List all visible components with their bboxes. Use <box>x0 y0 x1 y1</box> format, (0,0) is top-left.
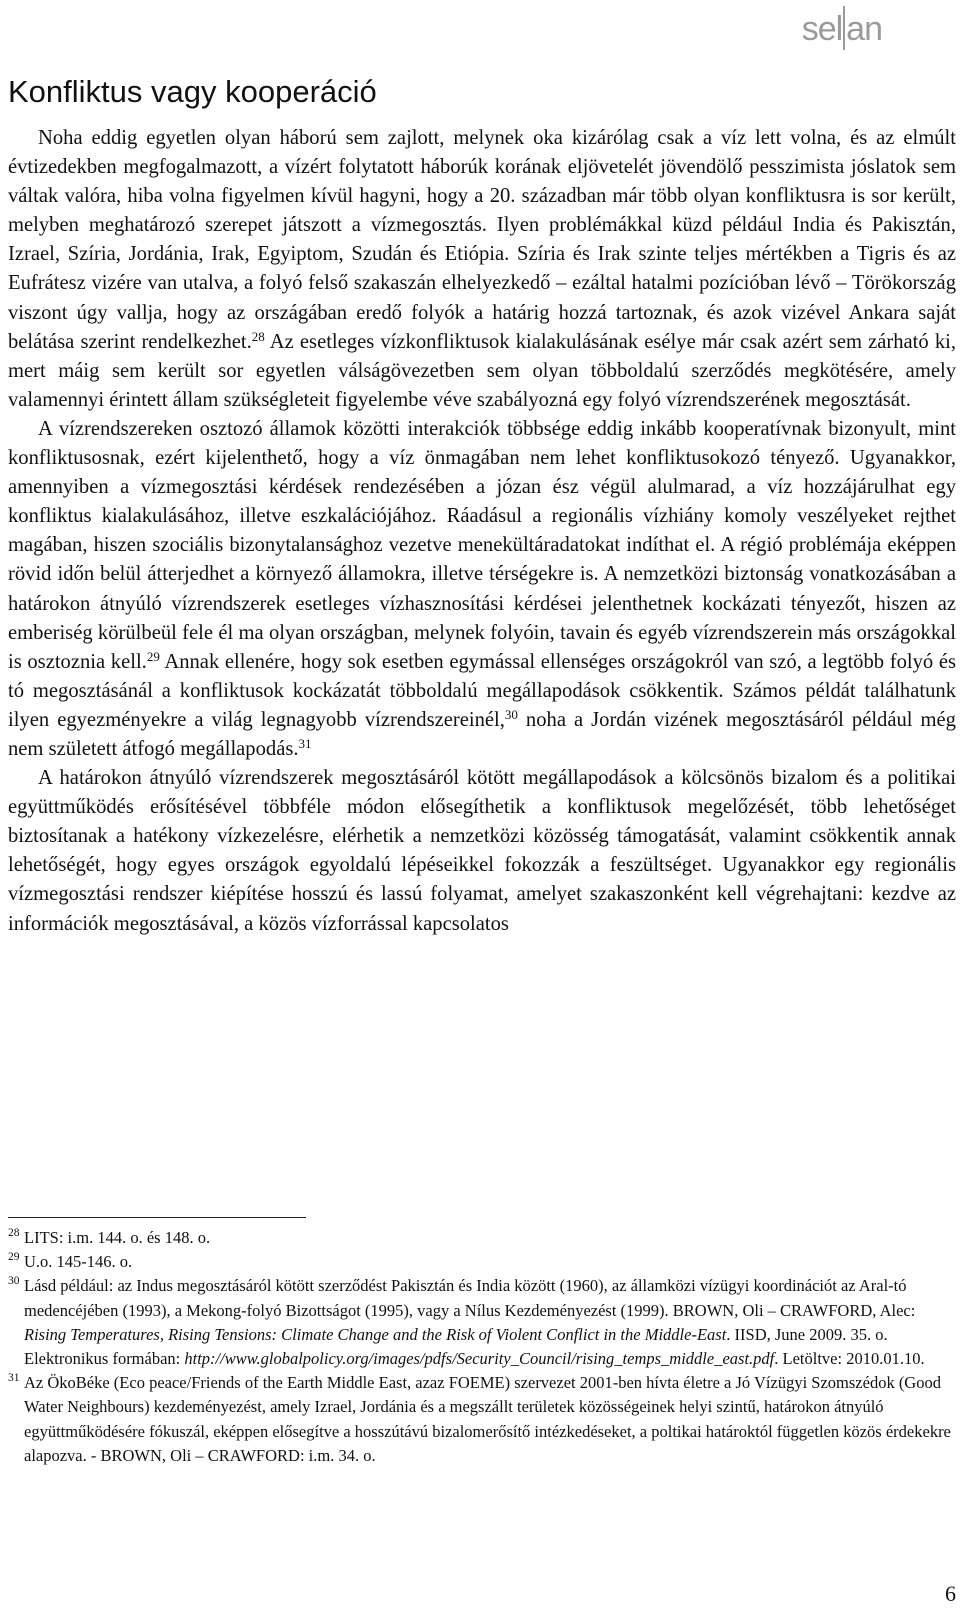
footnote-30 <box>8 1274 956 1371</box>
paragraph-1-part-b: Az esetleges vízkonfliktusok kialakulásának esélye már csak azért sem zárható ki, mert máig sem került sor egyetlen válságövezetben sem olyan többoldalú szerződés megkötésére, amely valamennyi érintett állam szükségleteit figyelembe véve szabályozná egy folyó vízrendszerének megosztását. <box>8 330 956 411</box>
paragraph-3 <box>8 764 956 939</box>
paragraph-2-part-a: A vízrendszereken osztozó államok közötti interakciók többsége eddig inkább kooperatívnak bizonyult, mint konfliktusosnak, ezért kijelenthető, hogy a víz önmagában nem lehet konfliktusokozó tényező. Ugyanakkor, amennyiben a vízmegosztási kérdések rendezésében a józan ész végül alulmarad, a víz hozzájárulhat egy konfliktus kialakulásához, illetve eszkalációjához. Ráadásul a regionális vízhiány komoly veszélyeket rejthet magában, hiszen szociális bizonytalansághoz vezetve menekültáradatokat indíthat el. A régió problémája eképpen rövid időn belül átterjedhet a környező államokra, illetve térségekre is. A nemzetközi biztonság vonatkozásában a határokon átnyúló vízrendszerek esetleges vízhasznosítási kérdései jelenthetnek kockázati tényezőt, hiszen az emberiség körülbeül fele él ma olyan országban, melynek folyóin, tavain és egyéb vízrendszerein más országokkal is osztoznia kell. <box>8 417 956 673</box>
footnote-book-title: Rising Temperatures, Rising Tensions: Climate Change and the Risk of Violent Conflict in the Middle-East <box>24 1324 727 1344</box>
footnote-number: 31 <box>8 1372 20 1385</box>
footnote-28 <box>8 1226 956 1250</box>
page-number: 6 <box>945 1581 956 1606</box>
main-text <box>8 124 956 939</box>
footnote-number: 30 <box>8 1275 20 1288</box>
logo-text-1: sel <box>801 10 843 48</box>
footnote-number: 28 <box>8 1227 20 1239</box>
footnote-ref-28[interactable]: 28 <box>251 328 265 344</box>
paragraph-2-part-c: noha a Jordán vizének megosztásáról például még nem született átfogó megállapodás. <box>8 708 956 760</box>
footnote-text-c: . Letöltve: 2010.01.10. <box>774 1349 925 1369</box>
footnote-url-link[interactable]: http://www.globalpolicy.org/images/pdfs/Security_Council/rising_temps_middle_east.pdf <box>184 1349 775 1369</box>
footnote-ref-29[interactable]: 29 <box>146 648 160 664</box>
page-title: Konfliktus vagy kooperáció <box>8 74 377 109</box>
publisher-logo <box>802 6 882 50</box>
paragraph-1-part-a: Noha eddig egyetlen olyan háború sem zajlott, melynek oka kizárólag csak a víz lett volna, és az elmúlt évtizedekben megfogalmazott, a vízért folytatott háborúk korának eljövetelét jövendölő pesszimista jóslatok sem váltak valóra, hiba volna figyelmen kívül hagyni, hogy a 20. században már több olyan konfliktusra is sor került, melyben meghatározó szerepet játszott a vízmegosztás. Ilyen problémákkal küzd például India és Pakisztán, Izrael, Szíria, Jordánia, Irak, Egyiptom, Szudán és Etiópia. Szíria és Irak szinte teljes mértékben a Tigris és az Eufrátesz vizére van utalva, a folyó felső szakaszán elhelyezkedő – ezáltal hatalmi pozícióban lévő – Törökország viszont úgy vallja, hogy az országában eredő folyók a határig hozzá tartoznak, és azok vizével Ankara saját belátása szerint rendelkezhet. <box>8 127 956 353</box>
footnote-31 <box>8 1371 956 1468</box>
paragraph-1 <box>8 124 956 415</box>
footnote-ref-30[interactable]: 30 <box>504 706 518 722</box>
footnote-divider <box>8 1217 306 1218</box>
footnote-text-b: . IISD, June 2009. 35. o. Elektronikus formában: <box>24 1324 888 1369</box>
footnotes <box>8 1226 956 1468</box>
footnote-text-a: Lásd például: az Indus megosztásáról kötött szerződést Pakisztán és India között (1960), az államközi vízügyi koordinációt az Aral-tó medencéjében (1993), a Mekong-folyó Bizottságot (1995), vagy a Nílus Kezdeményezést (1999). BROWN, Oli – CRAWFORD, Alec: <box>24 1276 916 1320</box>
footnote-text: U.o. 145-146. o. <box>24 1252 133 1272</box>
footnote-ref-31[interactable]: 31 <box>298 735 312 751</box>
footnote-text: LITS: i.m. 144. o. és 148. o. <box>24 1228 211 1247</box>
paragraph-2 <box>8 415 956 764</box>
footnote-text: Az ÖkoBéke (Eco peace/Friends of the Earth Middle East, azaz FOEME) szervezet 2001-ben hívta életre a Jó Vízügyi Szomszédok (Good Water Neighbours) kezdeményezést, amely Izrael, Jordánia és a megszállt területek közösségeinek helyi szintű, határokon átnyúló együttműködésére fókuszál, eképpen elősegítve a hosszútávú bizalomerősítő intézkedéseket, a poltikai határoktól független közös érdekekre alapozva. - BROWN, Oli – CRAWFORD: i.m. 34. o. <box>24 1373 951 1465</box>
paragraph-2-part-b: Annak ellenére, hogy sok esetben egymással ellenséges országokról van szó, a legtöbb folyó és tó megosztásánál a konfliktusok kockázatát többoldalú megállapodások csökkentik. Számos példát találhatunk ilyen egyezményekre a világ legnagyobb vízrendszereinél, <box>8 650 956 731</box>
footnote-29 <box>8 1250 956 1274</box>
paragraph-3-part-a: A határokon átnyúló vízrendszerek megosztásáról kötött megállapodások a kölcsönös bizalom és a politikai együttműködés erősítésével többféle módon elősegíthetik a konfliktusok megelőzését, több lehetőséget biztosítanak a hatékony vízkezelésre, elérhetik a nemzetközi közösség támogatását, valamint csökkentik annak lehetőségét, hogy egyes országok egyoldalú lépéseikkel fokozzák a feszültséget. Ugyanakkor egy regionális vízmegosztási rendszer kiépítése hosszú és lassú folyamat, amelyet szakaszonként kell végrehajtani: kezdve az információk megosztásával, a közös vízforrással kapcsolatos <box>8 767 956 935</box>
logo-text-2: an <box>846 10 882 48</box>
logo-bar <box>843 6 845 50</box>
footnote-number: 29 <box>8 1251 20 1264</box>
